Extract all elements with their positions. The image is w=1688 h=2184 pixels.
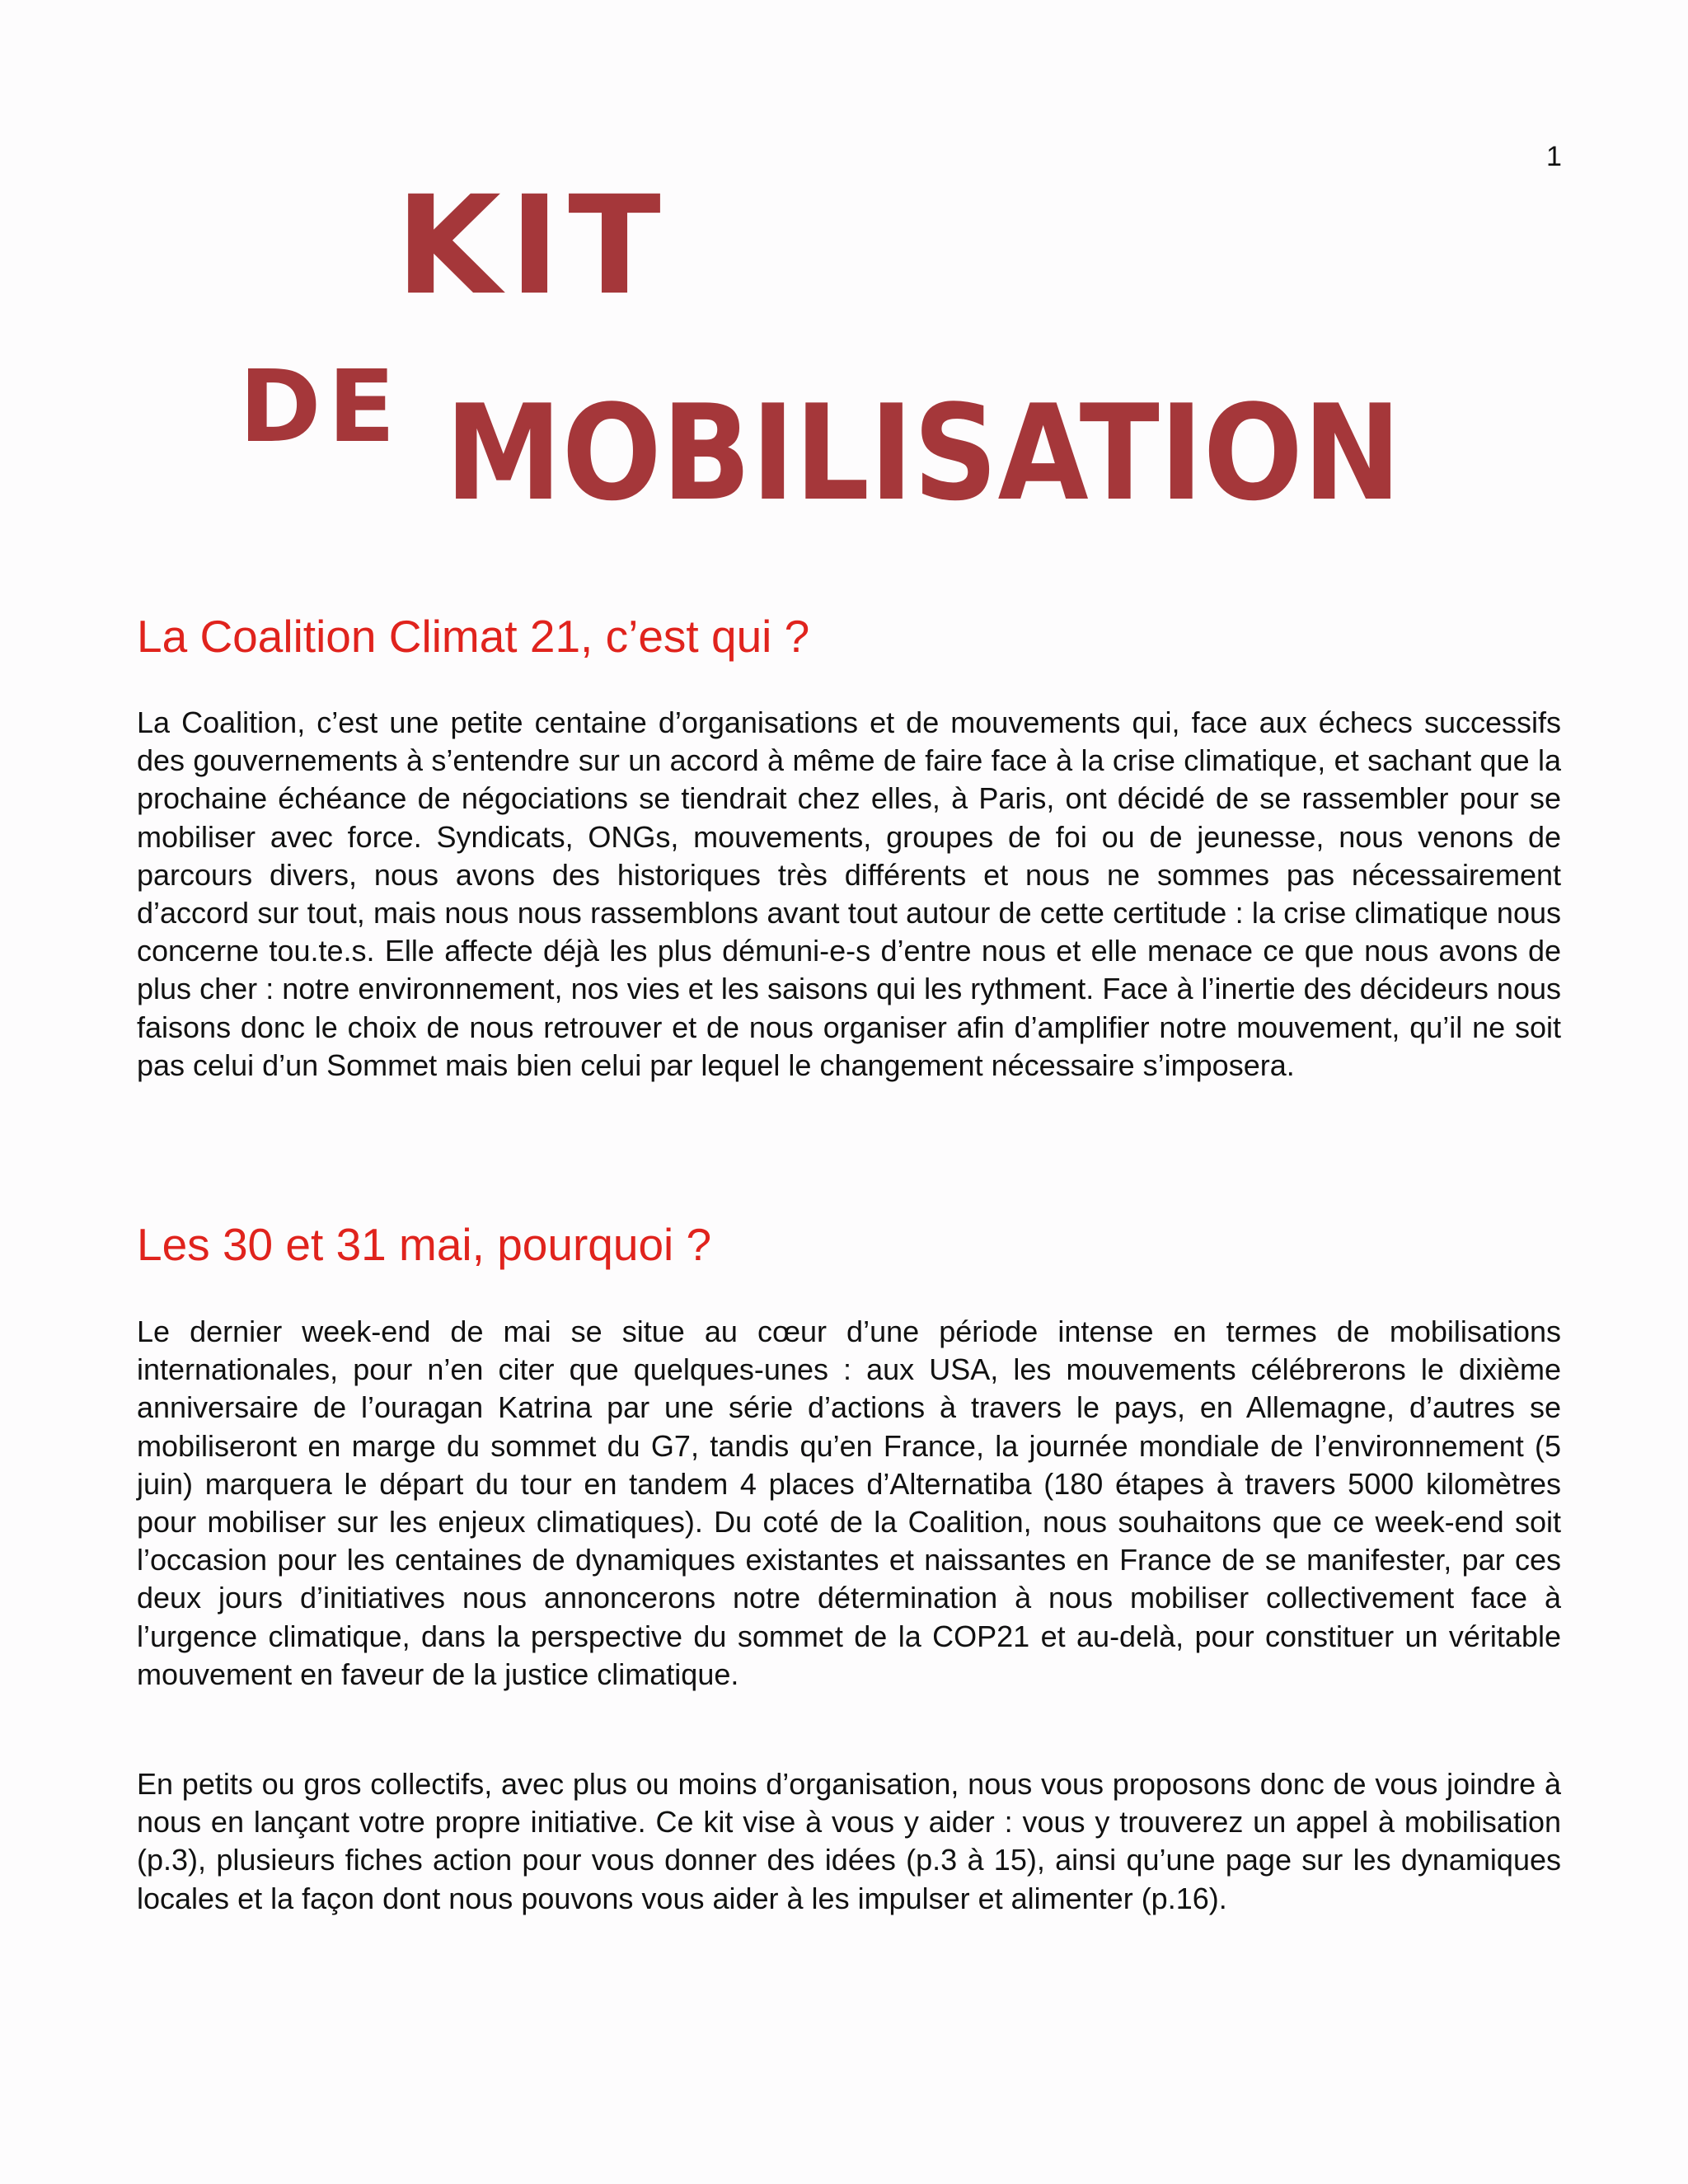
- logo-word-de: DE: [239, 350, 402, 465]
- page-number: 1: [1546, 141, 1562, 172]
- section-heading-coalition: La Coalition Climat 21, c’est qui ?: [137, 611, 810, 662]
- logo-word-mobilisation: MOBILISATION: [445, 376, 1401, 530]
- section-paragraph-30-31-mai: Le dernier week-end de mai se situe au cœur d’une période intense en termes de mobilisations internationales, pour n’en citer que quelques-unes : aux USA, les mouvements célébrerons le dixième anniversaire de l’ouragan Katrina par une série d’actions à travers le pays, en Allemagne, d’autres se mobiliseront en marge du sommet du G7, tandis qu’en France, la journée mondiale de l’environnement (5 juin) marquera le départ du tour en tandem 4 places d’Alternatiba (180 étapes à travers 5000 kilomètres pour mobiliser sur les enjeux climatiques). Du coté de la Coalition, nous souhaitons que ce week-end soit l’occasion pour les centaines de dynamiques existantes et naissantes en France de se manifester, par ces deux jours d’initiatives nous annoncerons notre détermination à nous mobiliser collectivement face à l’urgence climatique, dans la perspective du sommet de la COP21 et au-delà, pour constituer un véritable mouvement en faveur de la justice climatique.: [137, 1315, 1561, 1691]
- logo-artwork: [239, 169, 1418, 532]
- section-paragraph-coalition: La Coalition, c’est une petite centaine d’organisations et de mouvements qui, face aux échecs successifs des gouvernements à s’entendre sur un accord à même de faire face à la crise climatique, et sachant que la prochaine échéance de négociations se tiendrait chez elles, à Paris, ont décidé de se rassembler pour se mobiliser avec force. Syndicats, ONGs, mouvements, groupes de foi ou de jeunesse, nous venons de parcours divers, nous avons des historiques très différents et nous ne sommes pas nécessairement d’accord sur tout, mais nous nous rassemblons avant tout autour de cette certitude : la crise climatique nous concerne tou.te.s. Elle affecte déjà les plus démuni-e-s d’entre nous et elle menace ce que nous avons de plus cher : notre environnement, nos vies et les saisons qui les rythment. Face à l’inertie des décideurs nous faisons donc le choix de nous retrouver et de nous organiser afin d’amplifier notre mouvement, qu’il ne soit pas celui d’un Sommet mais bien celui par lequel le changement nécessaire s’imposera.: [137, 705, 1561, 1082]
- kit-de-mobilisation-logo: [239, 169, 1418, 532]
- section-heading-30-31-mai: Les 30 et 31 mai, pourquoi ?: [137, 1219, 712, 1270]
- logo-word-kit: KIT: [396, 169, 669, 325]
- section-paragraph-participation: En petits ou gros collectifs, avec plus ou moins d’organisation, nous vous proposons donc de vous joindre à nous en lançant votre propre initiative. Ce kit vise à vous y aider : vous y trouverez un appel à mobilisation (p.3), plusieurs fiches action pour vous donner des idées (p.3 à 15), ainsi qu’une page sur les dynamiques locales et la façon dont nous pouvons vous aider à les impulser et alimenter (p.16).: [137, 1767, 1561, 1915]
